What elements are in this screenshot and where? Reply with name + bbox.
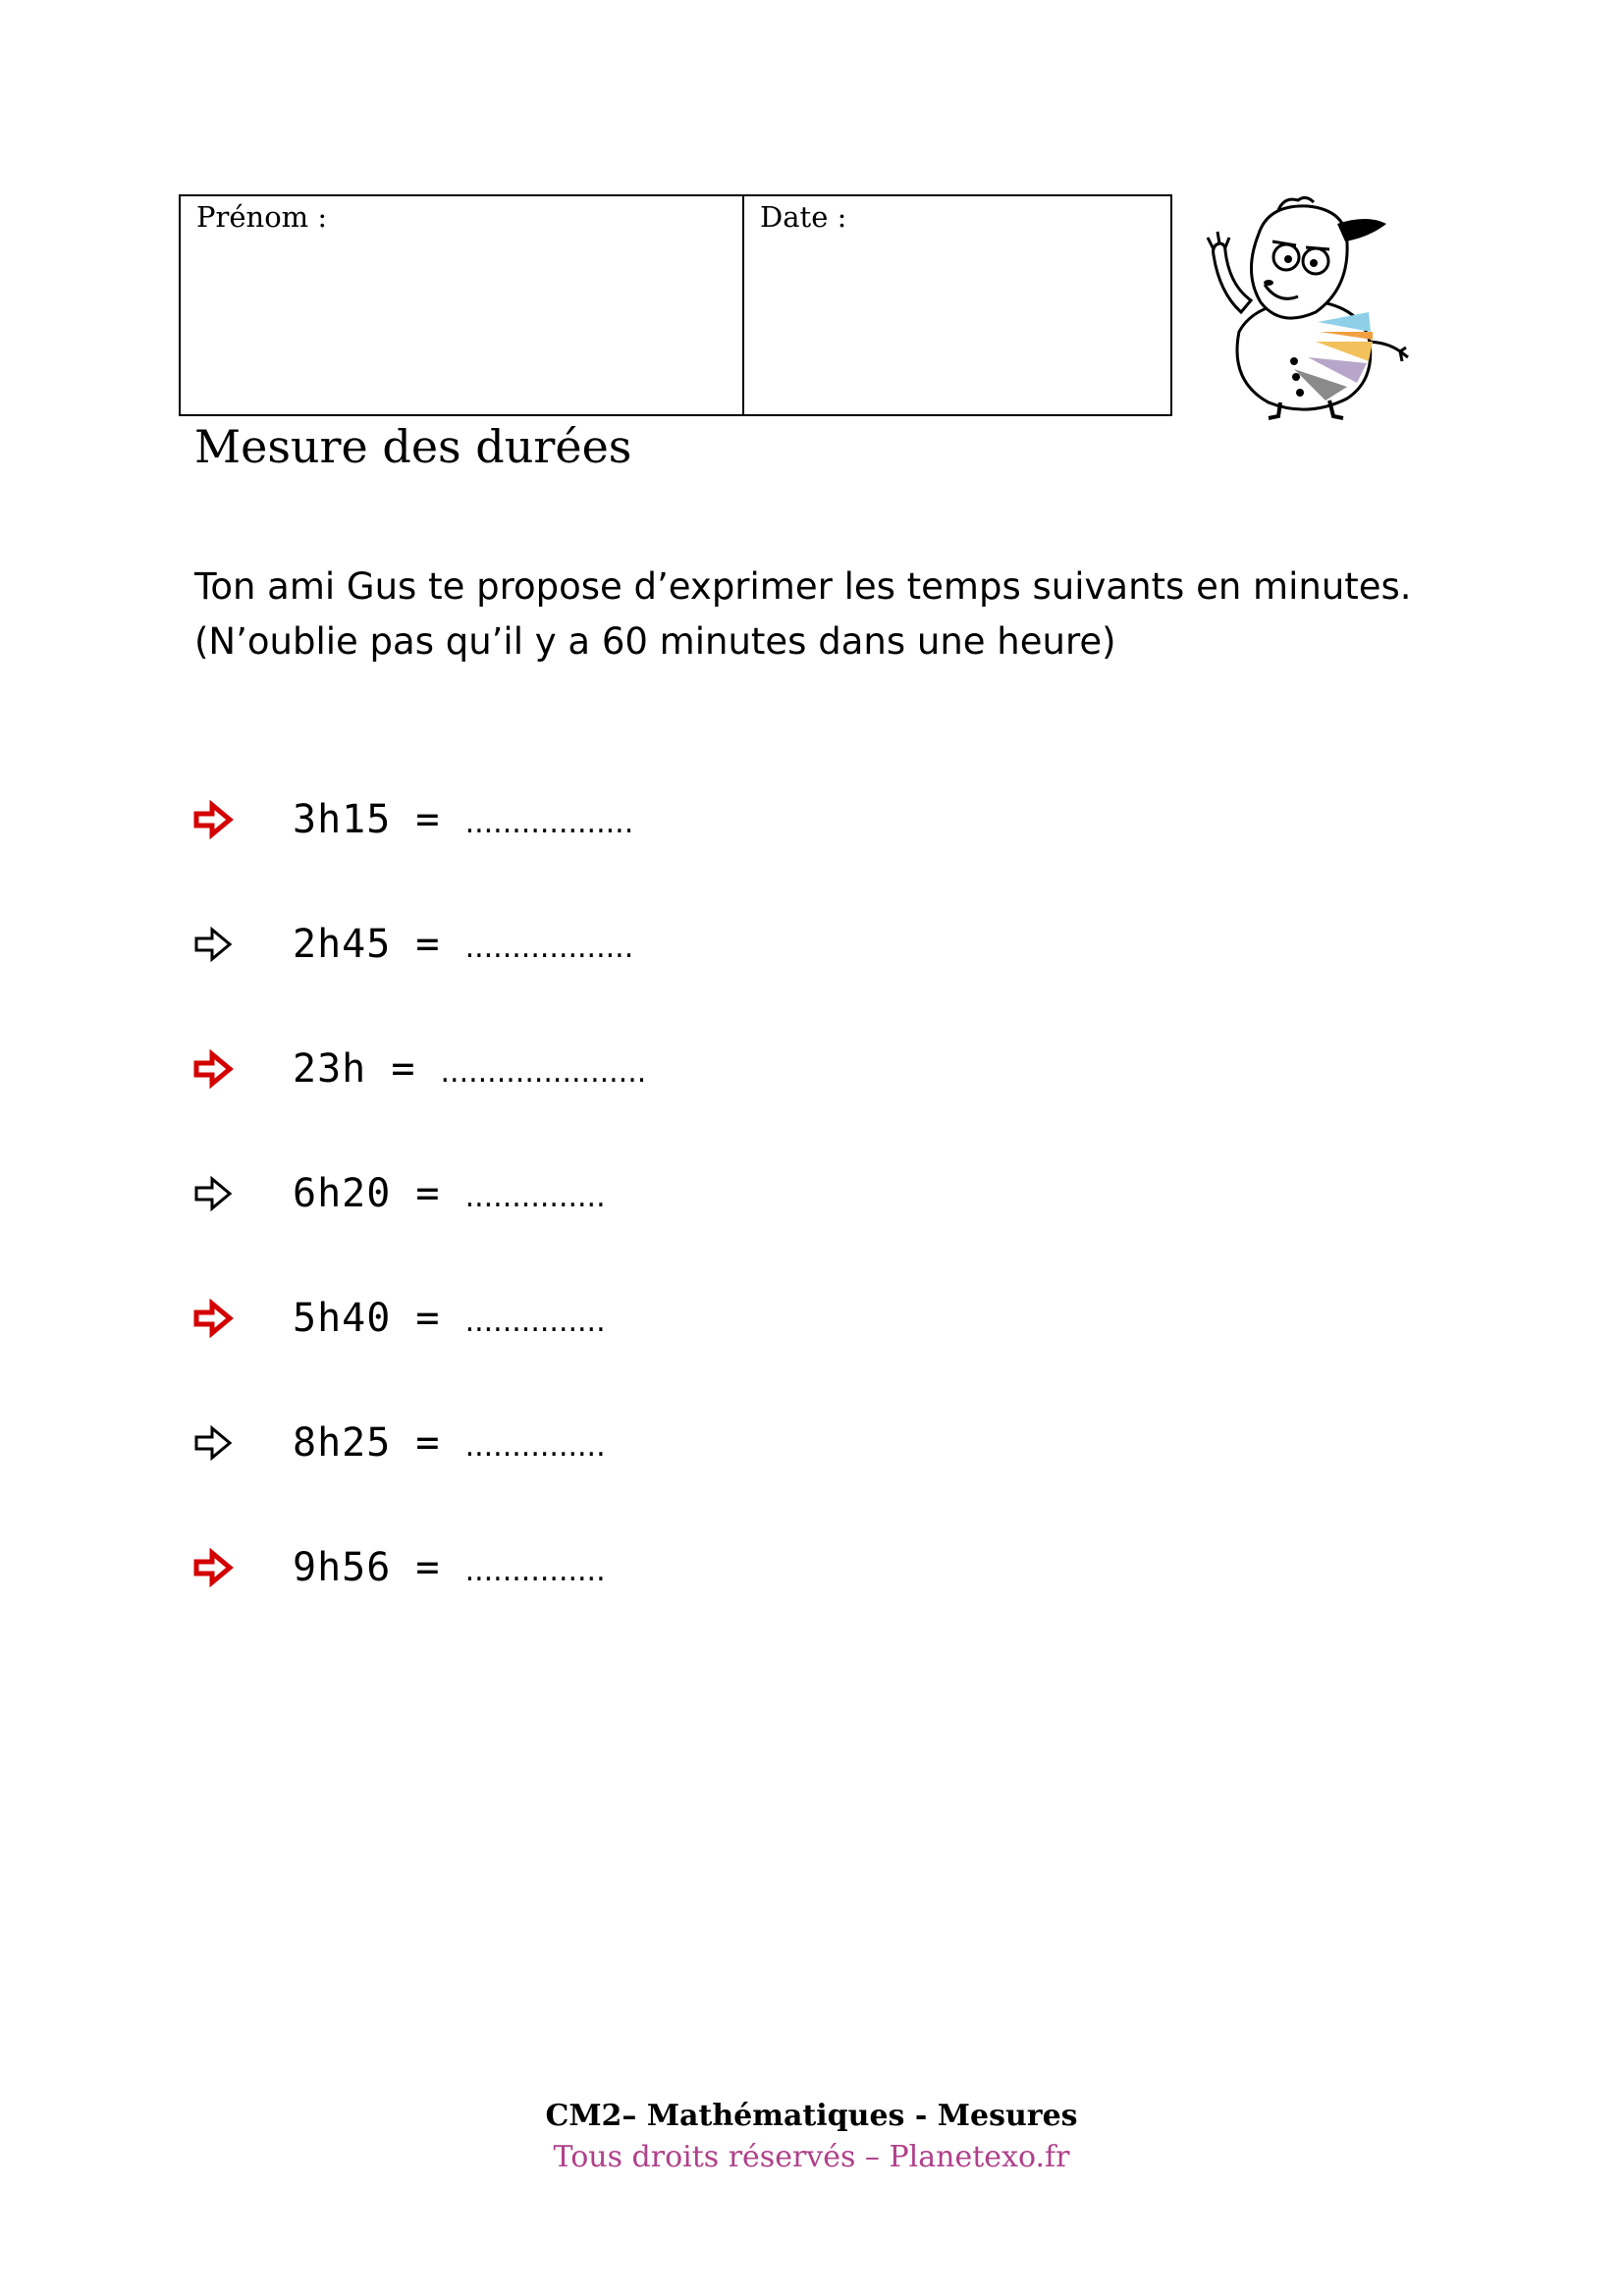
exercise-expression: 6h20 = <box>293 1171 465 1216</box>
instruction-note: (N’oublie pas qu’il y a 60 minutes dans une heure) <box>194 620 1116 663</box>
exercise-expression: 2h45 = <box>293 922 465 967</box>
arrow-right-outline-icon <box>192 1049 236 1089</box>
exercise-expression: 3h15 = <box>293 797 465 842</box>
exercise-expression: 5h40 = <box>293 1296 465 1341</box>
exercise-item <box>192 915 634 974</box>
exercise-item <box>192 1040 647 1098</box>
answer-blank[interactable]: ............... <box>464 1429 606 1464</box>
answer-blank[interactable]: ............... <box>464 1554 606 1588</box>
exercise-item <box>192 1538 606 1597</box>
arrow-right-outline-icon <box>192 1299 236 1338</box>
answer-blank[interactable]: ...................... <box>440 1055 647 1090</box>
answer-blank[interactable]: ............... <box>464 1180 606 1214</box>
exercise-item <box>192 1164 606 1223</box>
date-field[interactable] <box>744 196 1170 414</box>
answer-blank[interactable]: .................. <box>464 806 634 840</box>
exercise-expression: 9h56 = <box>293 1545 465 1590</box>
header-table <box>179 194 1172 416</box>
instruction-line: Ton ami Gus te propose d’exprimer les temps suivants en minutes. <box>194 565 1412 608</box>
answer-blank[interactable]: .................. <box>464 931 634 965</box>
exercise-expression: 8h25 = <box>293 1420 465 1466</box>
exercise-expression: 23h = <box>293 1046 441 1092</box>
prenom-field[interactable] <box>181 196 744 414</box>
arrow-right-outline-icon <box>192 925 236 964</box>
arrow-right-outline-icon <box>192 800 236 839</box>
footer-copyright: Tous droits réservés – Planetexo.fr <box>553 2140 1070 2174</box>
date-label: Date : <box>760 200 847 234</box>
exercise-item <box>192 790 634 849</box>
footer-course: CM2– Mathématiques - Mesures <box>545 2099 1078 2133</box>
prenom-label: Prénom : <box>196 200 328 234</box>
answer-blank[interactable]: ............... <box>464 1305 606 1339</box>
exercise-item <box>192 1414 606 1472</box>
arrow-right-outline-icon <box>192 1423 236 1463</box>
sheep-mascot-icon <box>1200 194 1416 420</box>
arrow-right-outline-icon <box>192 1548 236 1587</box>
instructions <box>194 560 1471 669</box>
arrow-right-outline-icon <box>192 1174 236 1213</box>
page-title: Mesure des durées <box>194 420 632 473</box>
exercise-item <box>192 1289 606 1348</box>
